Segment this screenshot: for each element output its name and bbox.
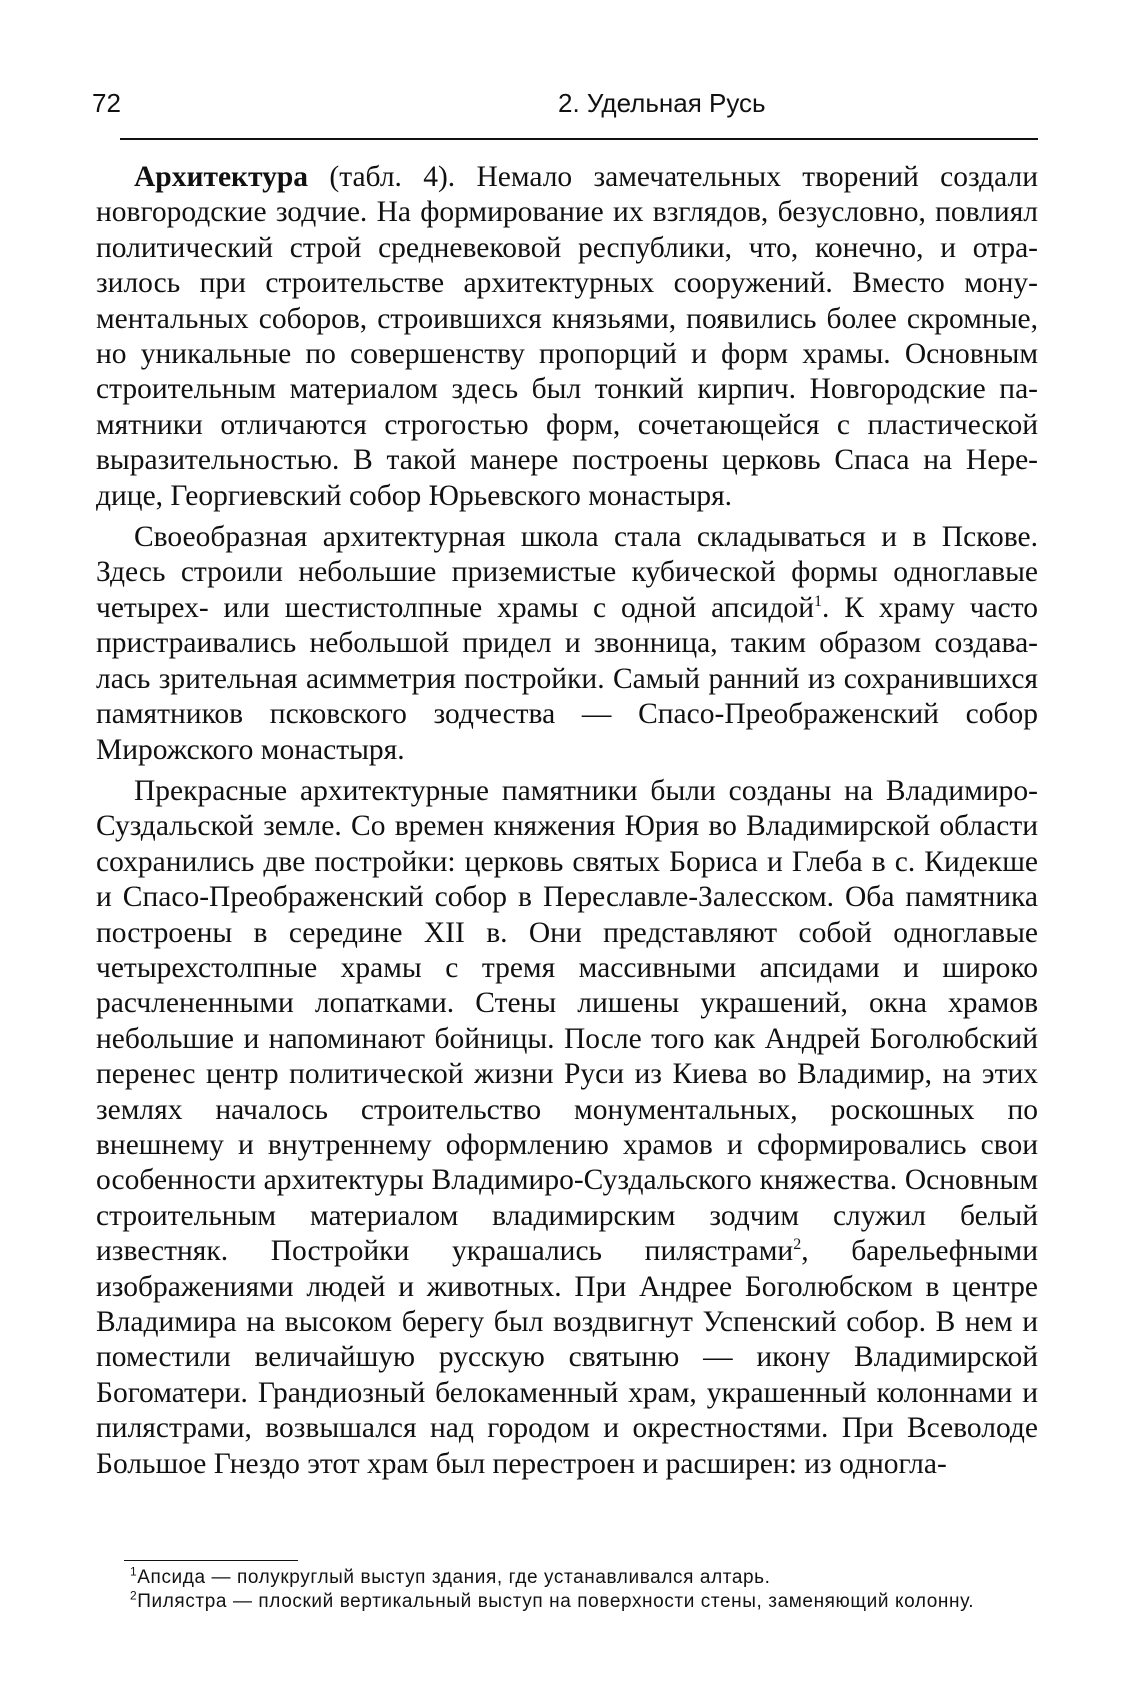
page-header: [88, 84, 1038, 124]
page-number: 72: [92, 88, 121, 118]
header-divider: [120, 138, 1038, 140]
footnote-marker: 2: [130, 1588, 138, 1603]
running-title: 2. Удельная Русь: [558, 88, 766, 118]
footnote-reference-2[interactable]: 2: [793, 1236, 802, 1254]
main-text: [96, 160, 1038, 1482]
paragraph-vladimir-suzdal: [96, 774, 1038, 1482]
footnote-reference-1[interactable]: 1: [814, 593, 823, 611]
paragraph-text: . К храму часто пристраивались небольшой придел и звонница, таким образом создавалась зрительная асимметрия постройки. Самый ранний из сохранившихся памятников псковского зодчества — Спасо-Преображенский собор Мирожского монастыря.: [96, 591, 1038, 766]
footnote-text: Апсида — полукруглый выступ здания, где устанавливался алтарь.: [137, 1567, 771, 1588]
footnote-marker: 1: [130, 1564, 138, 1579]
footnote-item: [96, 1590, 1038, 1614]
section-term: Архитектура: [134, 161, 309, 193]
footnote-item: [96, 1566, 1038, 1590]
paragraph-pskov: [96, 520, 1038, 768]
footnotes: [96, 1566, 1038, 1614]
paragraph-text: , барельефными изображениями людей и животных. При Андрее Боголюбском в центре Владимира на высоком берегу был воздвигнут Успенский собор. В нем и поместили величайшую русскую святыню — икону Владимирской Богоматери. Грандиозный белокаменный храм, украшенный колоннами и пилястрами, возвышался над городом и окрестностями. При Всеволоде Большое Гнездо этот храм был перестроен и расширен: из одногла-: [96, 1235, 1038, 1480]
footnote-divider: [124, 1560, 298, 1561]
paragraph-text: Прекрасные архитектурные памятники были созданы на Владимиро-Суздальской земле. Со времен княжения Юрия во Владимирской области сохранились две постройки: церковь святых Бориса и Глеба в с. Кидекше и Спасо-Преображенский собор в Переславле-Залесском. Оба памятника построены в середине XII в. Они представляют собой одноглавые четырехстолпные храмы с тремя массивными апсидами и широко расчлененными лопатками. Стены лишены украшений, окна храмов небольшие и напоминают бойницы. После того как Андрей Боголюбский перенес центр политической жизни Руси из Киева во Владимир, на этих землях началось строительство монументальных, роскошных по внешнему и внутреннему оформлению храмов и сформировались свои особенности архитектуры Владимиро-Суздальского княжества. Основным строительным материалом владимирским зодчим служил белый известняк. Постройки украшались пилястрами: [96, 774, 1038, 1268]
paragraph-architecture: [96, 160, 1038, 514]
paragraph-text: Своеобразная архитектурная школа стала складываться и в Пскове. Здесь строили небольшие приземистые кубической формы одноглавые четырех- или шестистолпные храмы с одной апсидой: [96, 521, 1038, 624]
paragraph-text: (табл. 4). Немало замечательных творений создали новгородские зодчие. На формирование их взглядов, безусловно, повлиял политический строй средневековой республики, что, конечно, и отразилось при строительстве архитектурных сооружений. Вместо монументальных соборов, строившихся князьями, появились более скромные, но уникальные по совершенству пропорций и форм храмы. Основным строительным материалом здесь был тонкий кирпич. Новгородские памятники отличаются строгостью форм, сочетающейся с пластической выразительностью. В такой манере построены церковь Спаса на Нередице, Георгиевский собор Юрьевского монастыря.: [96, 161, 1038, 512]
footnote-text: Пилястра — плоский вертикальный выступ на поверхности стены, заменяющий колонну.: [137, 1591, 975, 1612]
